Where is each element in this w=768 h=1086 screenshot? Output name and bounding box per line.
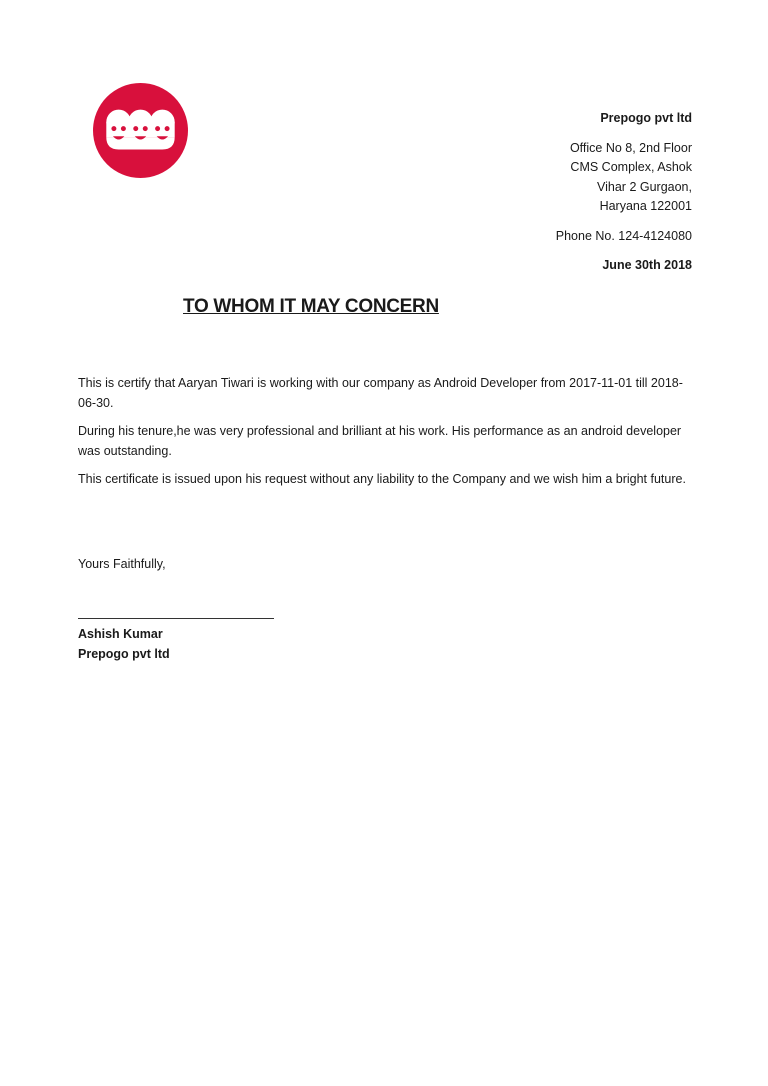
- body-paragraph: This is certify that Aaryan Tiwari is working with our company as Android Developer from 2017-11-01 till 2018-06-30.: [78, 376, 683, 410]
- address-line: CMS Complex, Ashok: [570, 160, 692, 174]
- company-address: [556, 139, 692, 217]
- signatory-company: Prepogo pvt ltd: [78, 647, 170, 661]
- signatory-name: Ashish Kumar: [78, 627, 163, 641]
- company-name: Prepogo pvt ltd: [600, 111, 692, 125]
- letter-heading: TO WHOM IT MAY CONCERN: [183, 296, 439, 317]
- body-paragraph: This certificate is issued upon his request without any liability to the Company and we wish him a bright future.: [78, 472, 686, 486]
- body-paragraph: During his tenure,he was very professional and brilliant at his work. His performance as an android developer was outstanding.: [78, 424, 682, 458]
- company-info: [556, 109, 692, 276]
- company-phone: Phone No. 124-4124080: [555, 228, 692, 243]
- address-line: Vihar 2 Gurgaon,: [597, 179, 692, 194]
- signature-line: [78, 618, 274, 619]
- signature-block: [78, 624, 170, 664]
- address-line: Haryana 122001: [599, 199, 692, 213]
- letter-date: June 30th 2018: [602, 258, 692, 272]
- three-faces-logo-icon: [93, 83, 188, 178]
- letter-body: [78, 373, 696, 497]
- address-line: Office No 8, 2nd Floor: [569, 140, 692, 155]
- closing-salutation: Yours Faithfully,: [78, 557, 166, 571]
